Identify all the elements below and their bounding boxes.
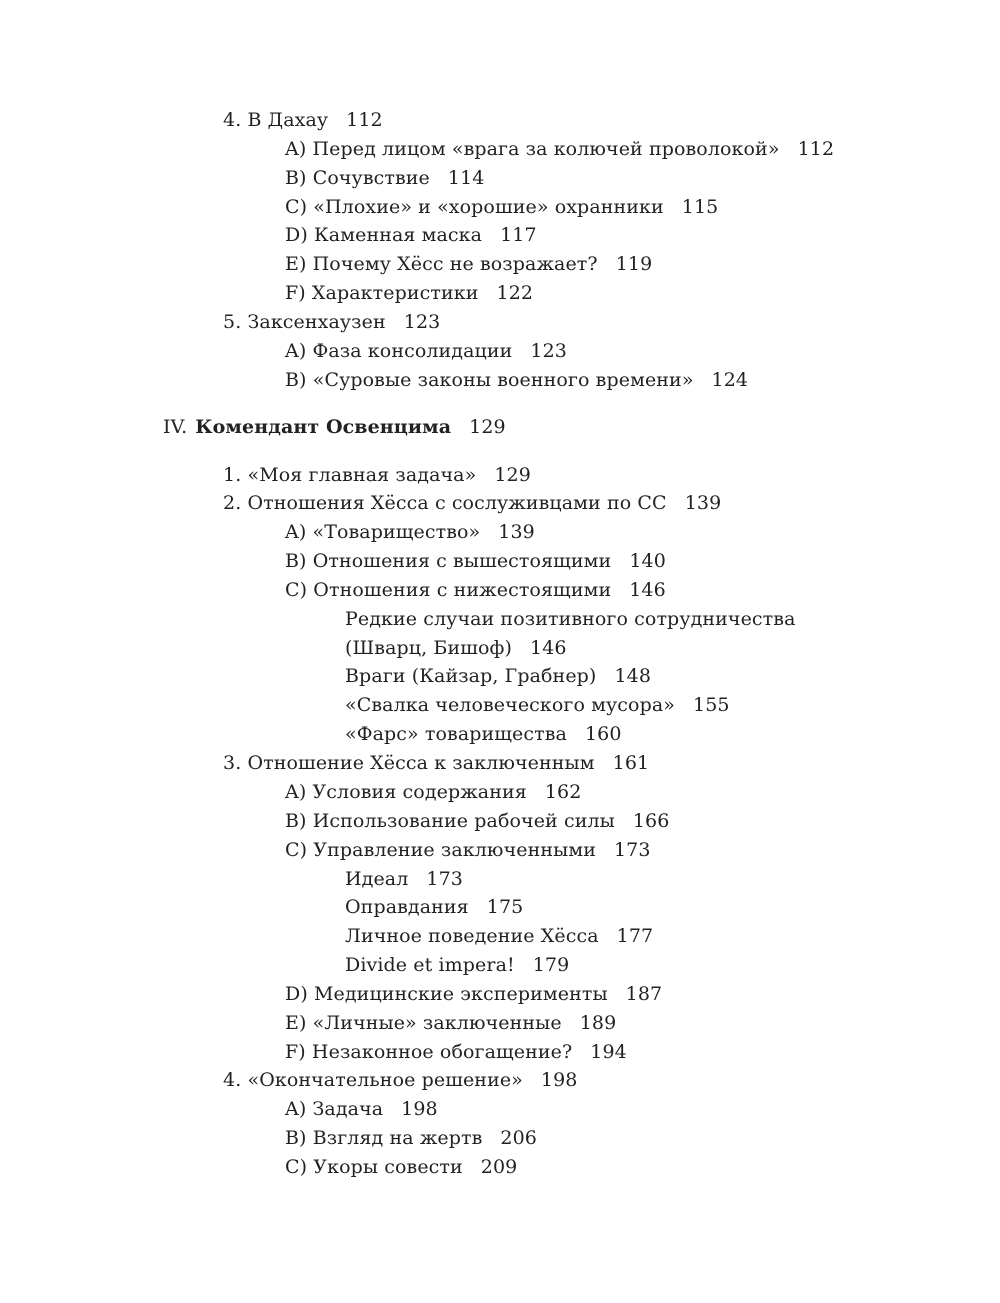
toc-entry — [345, 865, 463, 893]
toc-entry-page: 119 — [615, 253, 653, 275]
toc-entry — [345, 605, 796, 633]
toc-entry — [223, 749, 649, 777]
toc-entry-page: 140 — [629, 550, 666, 572]
toc-entry-page: 112 — [797, 138, 835, 160]
toc-entry-title: B) Использование рабочей силы — [285, 810, 615, 832]
toc-entry-title: C) Управление заключенными — [285, 839, 596, 861]
toc-entry-title: B) Отношения с вышестоящими — [285, 550, 612, 572]
toc-entry — [345, 691, 730, 719]
toc-entry-page: 209 — [480, 1156, 518, 1178]
toc-entry-title: 1. «Моя главная задача» — [223, 464, 477, 486]
toc-entry-page: 189 — [579, 1012, 617, 1034]
toc-entry-page: 124 — [711, 369, 749, 391]
toc-entry-page: 173 — [613, 839, 651, 861]
toc-entry — [223, 308, 440, 336]
toc-chapter-title: Комендант Освенцима — [195, 416, 452, 438]
toc-entry-page: 146 — [629, 579, 666, 601]
toc-entry — [285, 135, 834, 163]
toc-entry-page: 129 — [469, 416, 506, 438]
toc-entry-page: 177 — [616, 925, 654, 947]
toc-chapter-number: IV. — [163, 416, 188, 438]
toc-entry-title: A) Условия содержания — [285, 781, 527, 803]
toc-entry-title: 4. «Окончательное решение» — [223, 1069, 523, 1091]
toc-entry — [345, 720, 622, 748]
toc-entry-title: Личное поведение Хёсса — [345, 925, 599, 947]
toc-entry-page: 114 — [447, 167, 485, 189]
toc-entry-title: 3. Отношение Хёсса к заключенным — [223, 752, 595, 774]
toc-entry-page: 115 — [681, 196, 719, 218]
toc-entry-title: E) Почему Хёсс не возражает? — [285, 253, 598, 275]
toc-chapter — [163, 413, 506, 441]
toc-entry — [285, 366, 748, 394]
toc-entry — [345, 922, 653, 950]
toc-entry-page: 129 — [494, 464, 531, 486]
toc-entry — [285, 778, 581, 806]
toc-entry-page: 112 — [346, 109, 383, 131]
toc-entry — [285, 518, 535, 546]
toc-entry-title: A) Фаза консолидации — [285, 340, 513, 362]
toc-entry — [285, 1009, 616, 1037]
toc-entry-page: 198 — [401, 1098, 438, 1120]
toc-entry-title: B) Сочувствие — [285, 167, 430, 189]
toc-entry-title: A) «Товарищество» — [285, 521, 481, 543]
toc-entry-title: C) Отношения с нижестоящими — [285, 579, 612, 601]
toc-entry-title: Divide et impera! — [345, 954, 515, 976]
toc-entry-page: 122 — [496, 282, 534, 304]
toc-entry-page: 206 — [500, 1127, 537, 1149]
toc-entry — [285, 337, 567, 365]
toc-entry-title: F) Характеристики — [285, 282, 479, 304]
toc-entry — [285, 1095, 438, 1123]
toc-entry-title: Идеал — [345, 868, 409, 890]
toc-entry — [285, 1038, 627, 1066]
toc-entry — [285, 221, 537, 249]
toc-entry-title: B) Взгляд на жертв — [285, 1127, 483, 1149]
toc-entry-page: 173 — [426, 868, 463, 890]
toc-entry — [345, 662, 651, 690]
toc-entry — [345, 893, 523, 921]
toc-entry — [285, 547, 666, 575]
toc-entry-page: 166 — [632, 810, 670, 832]
toc-entry — [345, 634, 567, 662]
toc-entry-page: 162 — [544, 781, 582, 803]
toc-entry — [285, 807, 669, 835]
toc-entry — [285, 193, 718, 221]
toc-entry-title: F) Незаконное обогащение? — [285, 1041, 573, 1063]
toc-entry-page: 139 — [684, 492, 722, 514]
toc-entry-page: 161 — [612, 752, 650, 774]
toc-entry — [223, 106, 383, 134]
toc-entry — [285, 1124, 537, 1152]
toc-entry-title: Редкие случаи позитивного сотрудничества — [345, 608, 796, 630]
toc-entry-title: (Шварц, Бишоф) — [345, 637, 512, 659]
toc-entry-page: 187 — [625, 983, 663, 1005]
toc-entry-page: 194 — [590, 1041, 627, 1063]
toc-entry-page: 179 — [532, 954, 570, 976]
toc-entry — [223, 489, 721, 517]
toc-entry — [285, 250, 652, 278]
toc-entry-title: C) Укоры совести — [285, 1156, 463, 1178]
toc-entry-page: 146 — [530, 637, 567, 659]
toc-entry-page: 198 — [540, 1069, 578, 1091]
toc-entry-title: A) Перед лицом «врага за колючей проволокой» — [285, 138, 780, 160]
toc-entry — [285, 164, 484, 192]
toc-entry-title: D) Медицинские эксперименты — [285, 983, 608, 1005]
toc-entry-page: 175 — [486, 896, 524, 918]
toc-entry — [285, 1153, 517, 1181]
toc-entry-page: 148 — [614, 665, 652, 687]
toc-entry-title: 4. В Дахау — [223, 109, 329, 131]
toc-entry — [345, 951, 569, 979]
toc-entry-page: 155 — [693, 694, 730, 716]
toc-entry — [223, 461, 531, 489]
toc-entry-page: 123 — [530, 340, 567, 362]
toc-entry-title: A) Задача — [285, 1098, 384, 1120]
toc-entry-title: «Фарс» товарищества — [345, 723, 567, 745]
toc-entry-title: 5. Заксенхаузен — [223, 311, 386, 333]
toc-entry-title: Враги (Кайзар, Грабнер) — [345, 665, 597, 687]
toc-entry-page: 160 — [584, 723, 622, 745]
toc-entry-page: 123 — [403, 311, 441, 333]
toc-entry-title: D) Каменная маска — [285, 224, 483, 246]
toc-entry — [285, 836, 651, 864]
toc-entry-title: E) «Личные» заключенные — [285, 1012, 562, 1034]
toc-entry — [285, 576, 666, 604]
toc-entry-title: «Свалка человеческого мусора» — [345, 694, 676, 716]
toc-entry — [223, 1066, 577, 1094]
toc-entry — [285, 279, 533, 307]
toc-entry-title: 2. Отношения Хёсса с сослуживцами по СС — [223, 492, 667, 514]
toc-entry — [285, 980, 662, 1008]
toc-entry-page: 139 — [498, 521, 535, 543]
toc-entry-page: 117 — [500, 224, 537, 246]
toc-entry-title: C) «Плохие» и «хорошие» охранники — [285, 196, 664, 218]
toc-entry-title: Оправдания — [345, 896, 469, 918]
toc-entry-title: B) «Суровые законы военного времени» — [285, 369, 694, 391]
